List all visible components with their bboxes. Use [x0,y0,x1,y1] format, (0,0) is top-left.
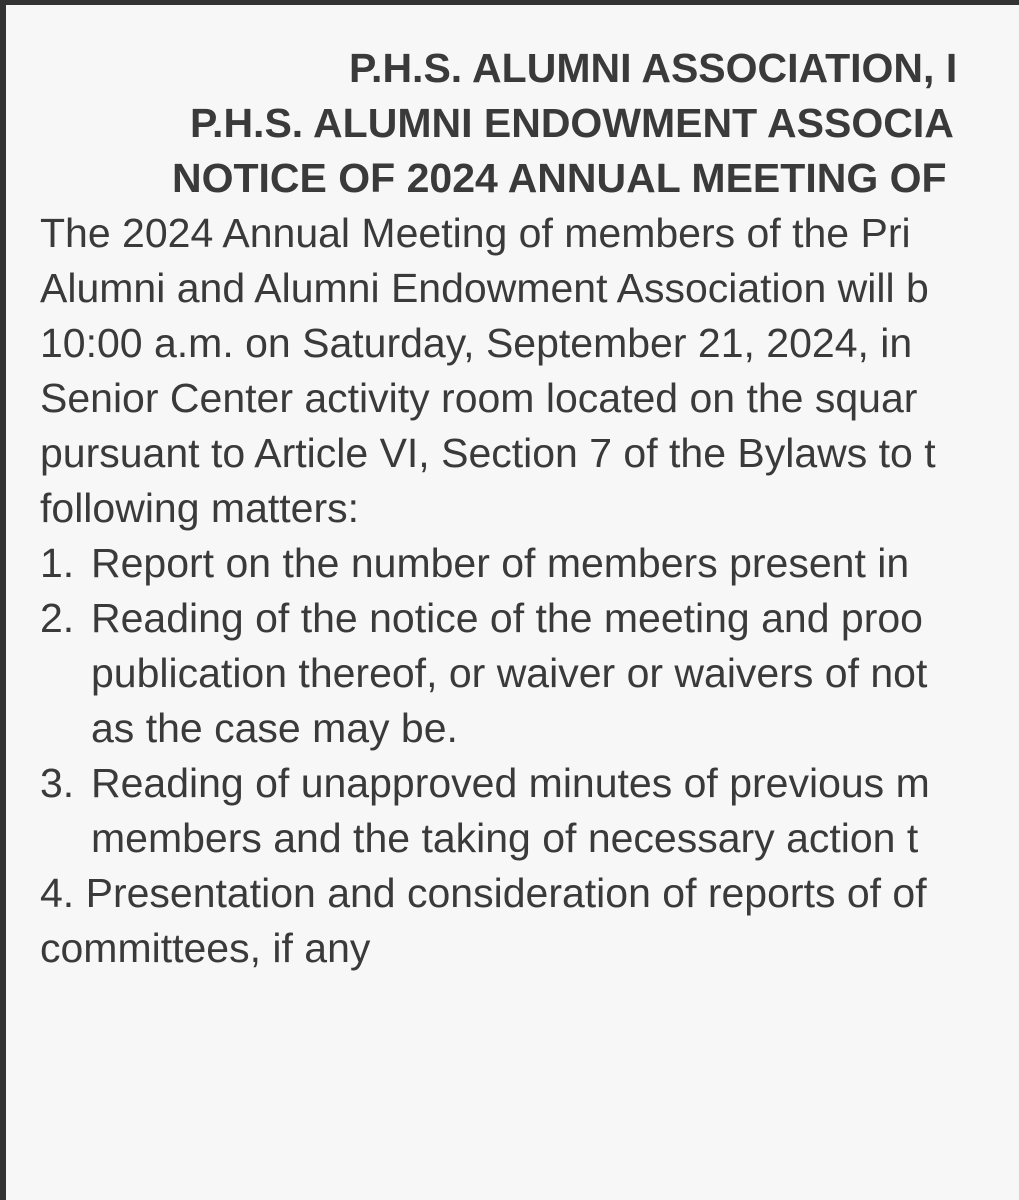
heading-line-2: P.H.S. ALUMNI ENDOWMENT ASSOCIA [190,100,954,146]
intro-line: The 2024 Annual Meeting of members of the Pri [40,210,911,256]
agenda-item-text [91,756,930,866]
agenda-item-line: Reading of the notice of the meeting and proo [91,595,923,641]
intro-line: 10:00 a.m. on Saturday, September 21, 2024, in [40,320,913,366]
agenda-item-line: Report on the number of members present in [91,540,910,586]
agenda-item-line: Reading of unapproved minutes of previous m [91,760,930,806]
agenda-item-number: 3. [40,760,75,806]
agenda-item-2 [40,591,1019,756]
agenda-item-line: committees, if any [40,925,371,971]
agenda-item-4 [40,866,1019,976]
intro-line: Senior Center activity room located on the squar [40,375,918,421]
agenda-item-text [91,536,909,591]
agenda-item-number: 4. [40,870,75,916]
notice-body [40,206,1019,976]
intro-line: pursuant to Article VI, Section 7 of the Bylaws to t [40,430,936,476]
agenda-item-line: as the case may be. [91,705,458,751]
heading-line-3: NOTICE OF 2024 ANNUAL MEETING OF [172,155,947,201]
agenda-item-text [91,591,927,756]
intro-line: Alumni and Alumni Endowment Association will b [40,265,929,311]
agenda-item-line: members and the taking of necessary action t [91,815,919,861]
intro-line: following matters: [40,485,360,531]
heading-line-1: P.H.S. ALUMNI ASSOCIATION, I [349,45,958,91]
agenda-item-number: 2. [40,595,75,641]
agenda-item-line-text: Presentation and consideration of reports of of [85,870,927,916]
agenda-item-text [40,866,927,976]
agenda-item-line: publication thereof, or waiver or waivers of not [91,650,928,696]
intro-paragraph [40,206,1019,536]
agenda-item-1 [40,536,1019,591]
agenda-item-line [40,866,927,921]
agenda-item-3 [40,756,1019,866]
agenda-item-number: 1. [40,540,75,586]
